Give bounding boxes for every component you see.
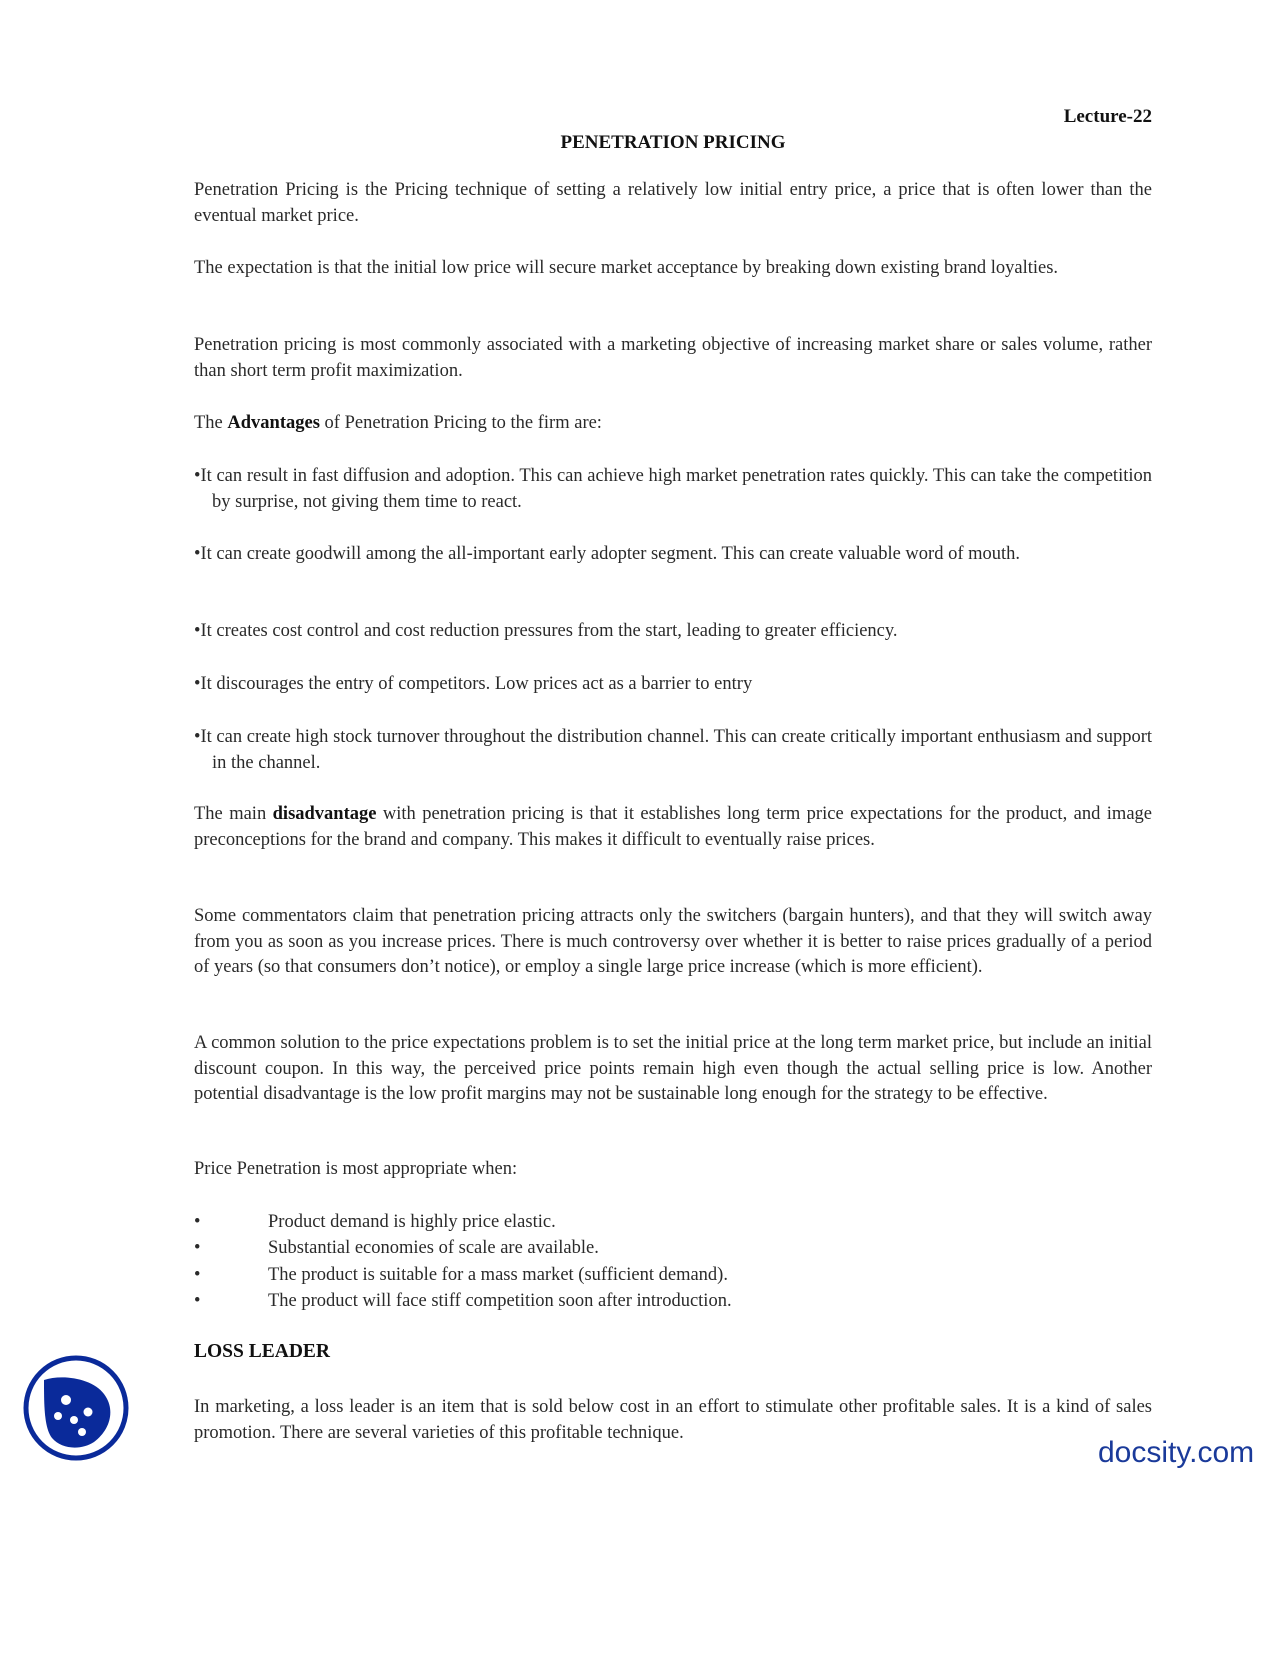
section-heading-loss-leader: LOSS LEADER (194, 1341, 331, 1362)
list-item: • The product is suitable for a mass market (sufficient demand). (194, 1263, 728, 1288)
advantage-item: •It creates cost control and cost reduction pressures from the start, leading to greater efficiency. (194, 621, 898, 641)
bullet-icon: • (194, 1265, 201, 1285)
bullet-icon: • (194, 1212, 201, 1232)
advantage-item: •It can create goodwill among the all-important early adopter segment. This can create valuable word of mouth. (194, 544, 1021, 564)
list-item: • Substantial economies of scale are available. (194, 1236, 599, 1261)
disadvantage-bold: disadvantage (272, 804, 377, 824)
paragraph-expectation: The expectation is that the initial low price will secure market acceptance by breaking down existing brand loyalties. (194, 258, 1059, 278)
advantages-bold: Advantages (227, 413, 320, 433)
advantage-item: •It can create high stock turnover throughout the distribution channel. This can create critically important enthusiasm and support in the channel. (194, 727, 1152, 773)
advantages-suffix: of Penetration Pricing to the firm are: (319, 413, 602, 433)
paragraph-objective: Penetration pricing is most commonly associated with a marketing objective of increasing market share or sales volume, rather than short term profit maximization. (194, 335, 1152, 381)
page-title: PENETRATION PRICING (560, 132, 786, 153)
paragraph-switchers: Some commentators claim that penetration pricing attracts only the switchers (bargain hunters), and that they will switch away from you as soon as you increase prices. There is much controversy over whether it is better to raise prices gradually of a period of years (so that consumers don’t notice), or employ a single large price increase (which is more efficient). (194, 906, 1152, 977)
advantage-item: •It discourages the entry of competitors. Low prices act as a barrier to entry (194, 674, 753, 694)
bullet-icon: • (194, 1291, 201, 1311)
advantages-prefix: The (194, 413, 228, 433)
advantages-intro (194, 411, 1152, 437)
paragraph-intro: Penetration Pricing is the Pricing technique of setting a relatively low initial entry price, a price that is often lower than the eventual market price. (194, 180, 1152, 226)
paragraph-when: Price Penetration is most appropriate when: (194, 1159, 518, 1179)
list-item: • Product demand is highly price elastic. (194, 1210, 556, 1235)
bullet-icon: • (194, 1238, 201, 1258)
paragraph-disadvantage (194, 802, 1152, 853)
lecture-number: Lecture-22 (1063, 106, 1152, 127)
disadvantage-prefix: The main (194, 804, 273, 824)
docsity-brand[interactable]: docsity.com (1098, 1436, 1255, 1469)
list-item: • The product will face stiff competition soon after introduction. (194, 1289, 732, 1314)
advantage-item: •It can result in fast diffusion and adoption. This can achieve high market penetration rates quickly. This can take the competition by surprise, not giving them time to react. (194, 466, 1152, 512)
docsity-logo-icon (22, 1354, 130, 1462)
paragraph-loss-leader: In marketing, a loss leader is an item that is sold below cost in an effort to stimulate other profitable sales. It is a kind of sales promotion. There are several varieties of this profitable technique. (194, 1397, 1152, 1443)
disadvantage-suffix: with penetration pricing is that it establishes long term price expectations for the product, and image preconceptions for the brand and company. This makes it difficult to eventually raise prices. (194, 804, 1152, 850)
paragraph-solution: A common solution to the price expectations problem is to set the initial price at the long term market price, but include an initial discount coupon. In this way, the perceived price points remain high even though the actual selling price is low. Another potential disadvantage is the low profit margins may not be sustainable long enough for the strategy to be effective. (194, 1033, 1152, 1104)
